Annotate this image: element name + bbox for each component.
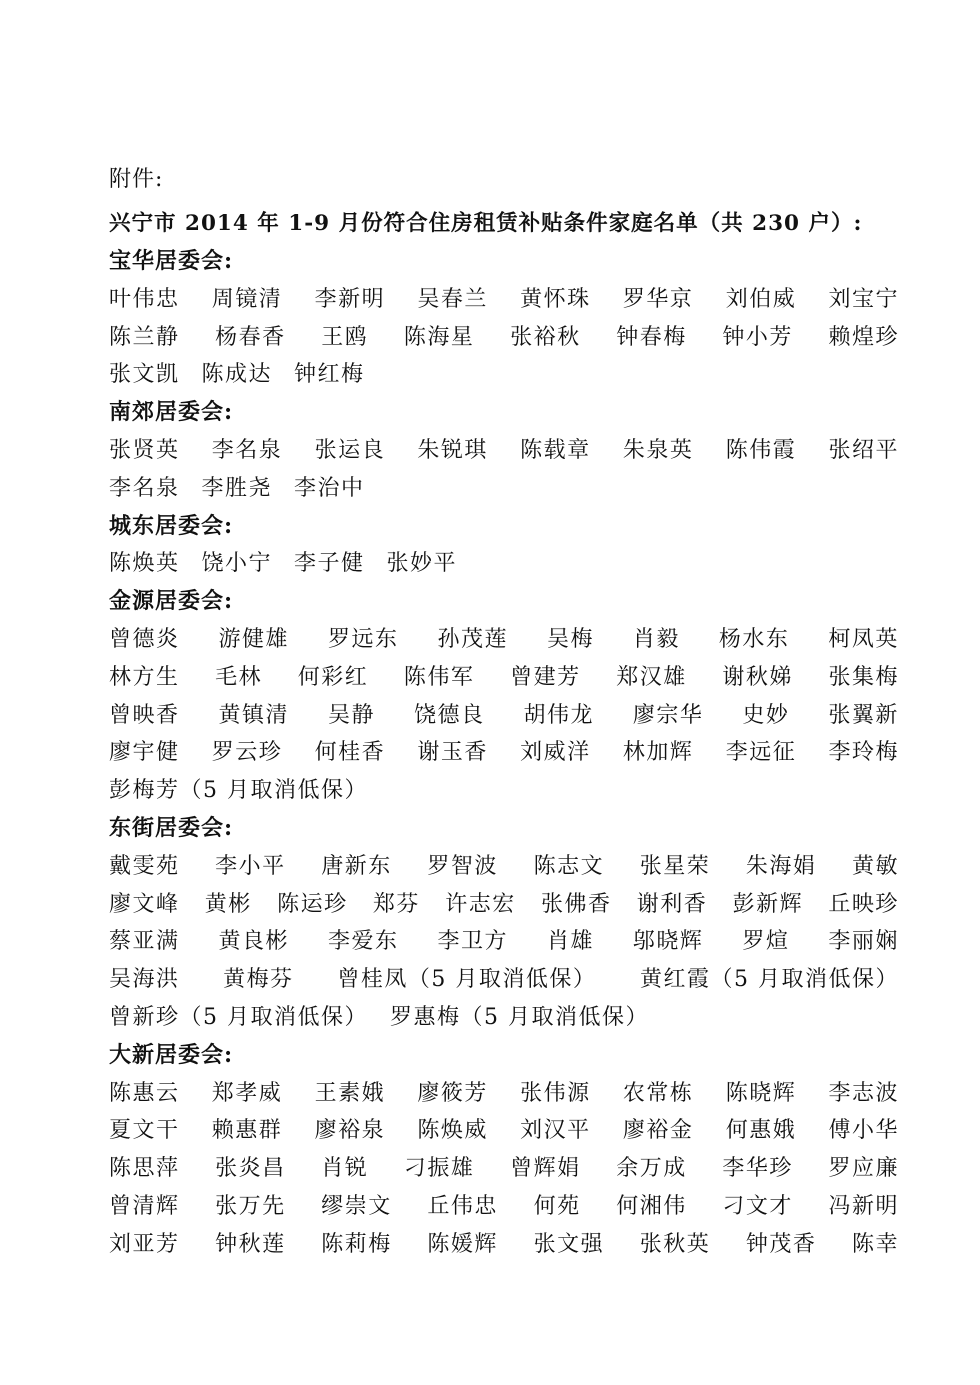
household-name: 吴静 <box>327 702 375 728</box>
name-row <box>109 356 899 394</box>
household-name: 黄良彬 <box>218 929 289 955</box>
name-row <box>109 545 899 583</box>
name-row <box>109 1075 899 1113</box>
household-name: 柯凤英 <box>828 626 899 652</box>
household-name: 曾映香 <box>109 702 180 728</box>
attachment-label: 附件: <box>109 167 164 192</box>
household-name: 游健雄 <box>218 626 289 652</box>
household-name: 曾清辉 <box>109 1193 180 1219</box>
name-row <box>109 886 899 924</box>
household-name: 刘威洋 <box>520 740 591 766</box>
household-name: 肖毅 <box>632 626 680 652</box>
household-name: 陈莉梅 <box>321 1231 392 1257</box>
household-name: 陈媛辉 <box>427 1231 498 1257</box>
name-row <box>109 319 899 357</box>
household-name: 罗云珍 <box>211 740 283 766</box>
household-name: 张伟源 <box>520 1080 591 1106</box>
household-name: 肖雄 <box>546 929 594 955</box>
household-name: 李志波 <box>828 1080 899 1106</box>
household-name: 黄彬 <box>204 891 252 917</box>
household-name: 罗智波 <box>427 853 498 879</box>
committee-list <box>109 243 899 1264</box>
name-row <box>109 281 899 319</box>
household-name: 李新明 <box>314 286 386 312</box>
household-name: 郑孝威 <box>211 1080 283 1106</box>
household-name: 张万先 <box>215 1193 286 1219</box>
committee-heading: 南郊居委会: <box>109 399 234 426</box>
household-name: 张绍平 <box>828 437 899 463</box>
household-name: 张文强 <box>533 1231 605 1257</box>
household-name: 张妙平 <box>386 551 458 577</box>
household-name: 李治中 <box>294 475 365 501</box>
household-name: 钟小芳 <box>722 324 793 350</box>
household-name: 夏文干 <box>109 1118 180 1144</box>
household-name: 杨春香 <box>215 324 286 350</box>
committee-heading: 金源居委会: <box>109 588 234 615</box>
household-name: 史妙 <box>742 702 790 728</box>
household-name: 钟茂香 <box>745 1231 817 1257</box>
household-name: 李卫方 <box>437 929 508 955</box>
household-name: 饶小宁 <box>201 551 273 577</box>
document-title: 兴宁市 2014 年 1-9 月份符合住房租赁补贴条件家庭名单（共 230 户）: <box>109 211 863 236</box>
household-name: 李名泉 <box>211 437 283 463</box>
household-name: 朱泉英 <box>622 437 694 463</box>
household-name: 邬晓辉 <box>632 929 704 955</box>
household-name: 彭梅芳（5 月取消低保） <box>109 778 368 804</box>
household-name: 黄镇清 <box>218 702 289 728</box>
name-row <box>109 621 899 659</box>
household-name: 李胜尧 <box>201 475 273 501</box>
household-name: 陈伟霞 <box>725 437 797 463</box>
household-name: 陈惠云 <box>109 1080 180 1106</box>
household-name: 吴海洪 <box>109 967 180 993</box>
household-name: 谢玉香 <box>417 740 488 766</box>
household-name: 朱锐琪 <box>417 437 488 463</box>
committee-heading: 宝华居委会: <box>109 248 234 274</box>
household-name: 郑芬 <box>372 891 420 917</box>
household-name: 钟秋莲 <box>215 1231 286 1257</box>
household-name: 谢秋娣 <box>722 664 793 690</box>
household-name: 曾新珍（5 月取消低保） <box>109 1004 368 1030</box>
household-name: 罗煊 <box>742 929 790 955</box>
household-name: 陈焕威 <box>417 1118 488 1144</box>
household-name: 陈焕英 <box>109 551 180 577</box>
household-name: 何苑 <box>533 1193 581 1219</box>
household-name: 李爱东 <box>327 929 399 955</box>
household-name: 谢利香 <box>636 891 708 917</box>
name-row <box>109 1188 899 1226</box>
household-name: 陈思萍 <box>109 1156 180 1182</box>
household-name: 林方生 <box>109 664 180 690</box>
name-row <box>109 470 899 508</box>
household-name: 刁文才 <box>722 1193 793 1219</box>
household-name: 蔡亚满 <box>109 929 180 955</box>
name-row <box>109 432 899 470</box>
name-row <box>109 961 899 999</box>
household-name: 陈载章 <box>520 437 591 463</box>
household-name: 郑汉雄 <box>616 664 687 690</box>
name-row <box>109 1150 899 1188</box>
committee-heading: 大新居委会: <box>109 1041 234 1068</box>
household-name: 许志宏 <box>445 891 516 917</box>
household-name: 林加辉 <box>622 740 694 766</box>
household-name: 农常栋 <box>622 1080 694 1106</box>
name-row <box>109 848 899 886</box>
household-name: 张翼新 <box>828 702 899 728</box>
household-name: 赖惠群 <box>211 1118 283 1144</box>
household-name: 张星荣 <box>639 853 711 879</box>
household-name: 余万成 <box>616 1156 687 1182</box>
household-name: 刘伯威 <box>725 286 797 312</box>
household-name: 何惠娥 <box>725 1118 797 1144</box>
household-name: 黄敏 <box>851 853 899 879</box>
household-name: 王素娥 <box>314 1080 386 1106</box>
household-name: 曾建芳 <box>510 664 581 690</box>
name-row <box>109 697 899 735</box>
household-name: 黄梅芬 <box>223 967 294 993</box>
household-name: 刘亚芳 <box>109 1231 180 1257</box>
household-name: 曾桂凤（5 月取消低保） <box>337 967 597 993</box>
household-name: 吴梅 <box>546 626 594 652</box>
household-name: 陈成达 <box>201 362 273 388</box>
household-name: 何桂香 <box>314 740 386 766</box>
household-name: 何彩红 <box>297 664 369 690</box>
household-name: 廖裕金 <box>622 1118 694 1144</box>
household-name: 丘伟忠 <box>427 1193 498 1219</box>
household-name: 赖煌珍 <box>828 324 899 350</box>
household-name: 廖筱芳 <box>417 1080 488 1106</box>
household-name: 罗华京 <box>622 286 694 312</box>
household-name: 刘宝宁 <box>828 286 899 312</box>
household-name: 傅小华 <box>828 1118 899 1144</box>
name-row <box>109 772 899 810</box>
household-name: 李玲梅 <box>828 740 899 766</box>
household-name: 杨水东 <box>718 626 790 652</box>
household-name: 丘映珍 <box>828 891 899 917</box>
household-name: 肖锐 <box>321 1156 369 1182</box>
name-row <box>109 923 899 961</box>
household-name: 李远征 <box>725 740 797 766</box>
household-name: 钟红梅 <box>294 362 365 388</box>
household-name: 钟春梅 <box>616 324 687 350</box>
household-name: 罗应廉 <box>828 1156 899 1182</box>
household-name: 陈伟军 <box>403 664 475 690</box>
committee-heading: 东街居委会: <box>109 814 234 841</box>
household-name: 王鸥 <box>321 324 369 350</box>
household-name: 唐新东 <box>321 853 392 879</box>
household-name: 陈晓辉 <box>725 1080 797 1106</box>
household-name: 张集梅 <box>828 664 899 690</box>
household-name: 黄怀珠 <box>520 286 591 312</box>
household-name: 陈幸 <box>851 1231 899 1257</box>
household-name: 陈海星 <box>403 324 475 350</box>
name-row <box>109 999 899 1037</box>
name-row <box>109 1112 899 1150</box>
household-name: 饶德良 <box>413 702 485 728</box>
household-name: 周镜清 <box>211 286 283 312</box>
household-name: 朱海娟 <box>745 853 817 879</box>
household-name: 李名泉 <box>109 475 180 501</box>
household-name: 缪崇文 <box>321 1193 392 1219</box>
name-row <box>109 1226 899 1264</box>
household-name: 孙茂莲 <box>437 626 508 652</box>
household-name: 李小平 <box>215 853 286 879</box>
household-name: 吴春兰 <box>417 286 488 312</box>
household-name: 彭新辉 <box>732 891 804 917</box>
household-name: 刘汉平 <box>520 1118 591 1144</box>
household-name: 张佛香 <box>540 891 612 917</box>
household-name: 何湘伟 <box>616 1193 687 1219</box>
household-name: 廖裕泉 <box>314 1118 386 1144</box>
household-name: 陈兰静 <box>109 324 180 350</box>
household-name: 廖宇健 <box>109 740 180 766</box>
household-name: 叶伟忠 <box>109 286 180 312</box>
household-name: 李子健 <box>294 551 365 577</box>
household-name: 曾德炎 <box>109 626 180 652</box>
household-name: 毛林 <box>215 664 263 690</box>
household-name: 曾辉娟 <box>510 1156 581 1182</box>
household-name: 张文凯 <box>109 362 180 388</box>
household-name: 罗惠梅（5 月取消低保） <box>390 1004 649 1030</box>
household-name: 张运良 <box>314 437 386 463</box>
household-name: 戴雯苑 <box>109 853 180 879</box>
household-name: 廖宗华 <box>632 702 704 728</box>
household-name: 张秋英 <box>639 1231 711 1257</box>
household-name: 李华珍 <box>722 1156 793 1182</box>
household-name: 张裕秋 <box>510 324 581 350</box>
name-row <box>109 659 899 697</box>
household-name: 李丽娴 <box>828 929 899 955</box>
household-name: 冯新明 <box>828 1193 899 1219</box>
name-row <box>109 734 899 772</box>
household-name: 陈运珍 <box>277 891 348 917</box>
household-name: 胡伟龙 <box>523 702 594 728</box>
committee-heading: 城东居委会: <box>109 512 234 539</box>
household-name: 廖文峰 <box>109 891 180 917</box>
household-name: 黄红霞（5 月取消低保） <box>640 967 899 993</box>
household-name: 陈志文 <box>533 853 605 879</box>
household-name: 张炎昌 <box>215 1156 286 1182</box>
household-name: 罗远东 <box>327 626 399 652</box>
household-name: 刁振雄 <box>403 1156 475 1182</box>
household-name: 张贤英 <box>109 437 180 463</box>
